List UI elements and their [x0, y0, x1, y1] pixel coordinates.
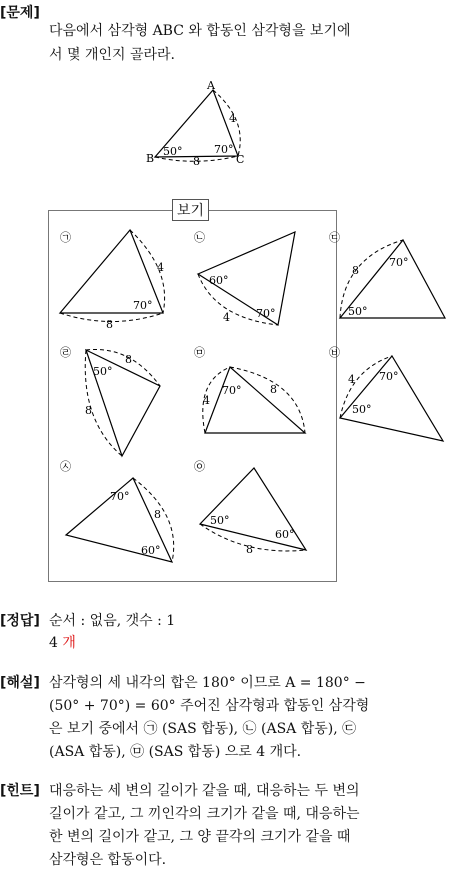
- hint-line-4: 삼각형은 합동이다.: [49, 852, 167, 868]
- option-5-figure: [194, 346, 305, 433]
- option-6-label-3: 50°: [352, 403, 372, 416]
- option-5-label-2: 4: [203, 394, 210, 407]
- option-5-label-3: 8: [270, 383, 277, 396]
- option-7-figure: [60, 460, 174, 562]
- solution-line-3: 은 보기 중에서 ㉠ (SAS 합동), ㉡ (ASA 합동), ㉢: [49, 721, 357, 737]
- option-8-label-3: 8: [246, 543, 253, 556]
- answer-unit: 개: [62, 635, 76, 651]
- angle-c-label: 70°: [214, 143, 234, 156]
- vertex-a-label: A: [207, 79, 215, 92]
- answer-tag: [정답]: [0, 613, 40, 629]
- option-4-mark: ㉣: [60, 346, 71, 359]
- option-8-label-2: 60°: [275, 528, 295, 541]
- option-6-label-1: 4: [348, 373, 355, 386]
- options-frame-title: 보기: [172, 199, 209, 221]
- option-7-label-2: 8: [154, 508, 161, 521]
- option-3-label-3: 50°: [348, 305, 368, 318]
- option-6-label-2: 70°: [379, 370, 399, 383]
- vertex-c-label: C: [236, 153, 245, 166]
- option-8-mark: ㉧: [194, 460, 205, 473]
- solution-tag: [해설]: [0, 675, 40, 691]
- side-bc-label: 8: [193, 155, 200, 168]
- option-4-label-1: 8: [125, 353, 132, 366]
- option-8-figure: [194, 460, 306, 556]
- option-1-figure: [60, 230, 165, 331]
- option-3-label-1: 70°: [389, 256, 409, 269]
- solution-line-4: (ASA 합동), ㉤ (SAS 합동) 으로 4 개다.: [49, 744, 302, 760]
- option-7-label-1: 70°: [110, 490, 130, 503]
- option-1-label-3: 8: [106, 318, 113, 331]
- hint-line-2: 길이가 같고, 그 끼인각의 크기가 같을 때, 대응하는: [49, 806, 360, 822]
- option-6-figure: [329, 346, 443, 441]
- option-1-mark: ㉠: [60, 231, 71, 244]
- option-3-mark: ㉢: [329, 231, 340, 244]
- option-2-label-3: 70°: [256, 307, 276, 320]
- angle-b-label: 50°: [163, 145, 183, 158]
- solution-line-2: (50° + 70°) = 60° 주어진 삼각형과 합동인 삼각형: [49, 698, 370, 714]
- option-2-mark: ㉡: [194, 231, 205, 244]
- option-3-figure: [329, 231, 445, 318]
- option-6-mark: ㉥: [329, 346, 340, 359]
- vertex-b-label: B: [146, 152, 155, 165]
- option-5-mark: ㉤: [194, 346, 205, 359]
- option-7-mark: ㉦: [60, 460, 71, 473]
- option-3-label-2: 8: [352, 264, 359, 277]
- hint-line-3: 한 변의 길이가 같고, 그 양 끝각의 크기가 같을 때: [49, 829, 351, 845]
- problem-line-2: 서 몇 개인지 골라라.: [49, 47, 175, 63]
- answer-line-1: 순서 : 없음, 갯수 : 1: [49, 613, 176, 629]
- option-2-label-2: 4: [223, 311, 230, 324]
- option-4-label-2: 50°: [93, 365, 113, 378]
- problem-tag: [문제]: [0, 5, 40, 21]
- option-2-label-1: 60°: [209, 274, 229, 287]
- problem-line-1: 다음에서 삼각형 ABC 와 합동인 삼각형을 보기에: [49, 23, 351, 39]
- option-2-figure: [194, 231, 295, 325]
- answer-count: 4: [49, 635, 58, 651]
- option-5-label-1: 70°: [222, 384, 242, 397]
- option-4-label-3: 8: [85, 404, 92, 417]
- option-8-label-1: 50°: [210, 514, 230, 527]
- option-4-figure: [60, 346, 160, 456]
- solution-line-1: 삼각형의 세 내각의 합은 180° 이므로 A = 180° −: [49, 675, 366, 691]
- side-ac-label: 4: [229, 112, 236, 125]
- answer-count-line: [49, 632, 76, 652]
- main-triangle: [146, 79, 244, 168]
- hint-tag: [힌트]: [0, 783, 40, 799]
- option-7-label-3: 60°: [141, 544, 161, 557]
- option-1-label-1: 4: [157, 261, 164, 274]
- option-1-label-2: 70°: [133, 299, 153, 312]
- hint-line-1: 대응하는 세 변의 길이가 같을 때, 대응하는 두 변의: [49, 783, 360, 799]
